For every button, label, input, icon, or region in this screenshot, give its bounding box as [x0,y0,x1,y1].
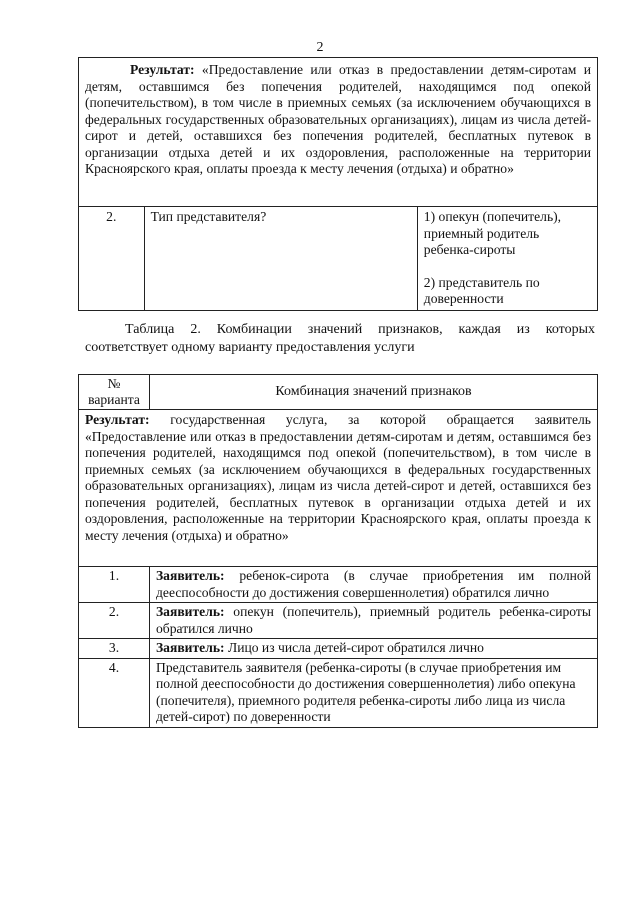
table-row [79,207,598,311]
variant-combination [150,567,598,603]
page-number: 2 [316,40,324,55]
result-cell [79,410,598,567]
result-text: государственная услуга, за которой обращается заявитель «Предоставление или отказ в предоставлении детям-сиротам и детям, оставшимся без попечения родителей, находящимся под опекой (попечительством), в том числе в приемных семьях (за исключением обучающихся в федеральных государственных образовательных организациях), лицам из числа детей-сирот и детей, оставшихся без попечения родителей, бесплатных путевок в организации отдыха детей и их оздоровления, расположенные на территории Красноярского края, оплаты проезда к месту лечения (отдыха) и обратно» [85,412,591,543]
row-number: 2. [79,207,145,311]
applicant-label: Заявитель: [156,568,225,583]
combinations-table [78,374,598,728]
result-cell [79,58,598,207]
variant-combination [150,603,598,639]
attributes-table-continued [78,57,598,311]
variant-number: 1. [79,567,150,603]
table-header-row [79,375,598,410]
header-text: № [107,376,121,391]
variant-combination [150,639,598,659]
caption-line: Таблица 2. Комбинации значений признаков, каждая из которых [125,322,595,337]
variant-combination [150,658,598,727]
caption-line: соответствует одному варианту предоставления услуги [85,340,415,355]
applicant-label: Заявитель: [156,640,225,655]
table-caption [85,321,595,357]
result-text: «Предоставление или отказ в предоставлении детям-сиротам и детям, оставшимся без попечения родителей, находящимся под опекой (попечительством), в том числе в приемных семьях (за исключением обучающихся в федеральных государственных образовательных организациях), лицам из числа детей-сирот и детей, оставшихся без попечения родителей, бесплатных путевок в организации отдыха детей и их оздоровления, расположенные на территории Красноярского края, оплаты проезда к месту лечения (отдыха) и обратно» [85,62,591,176]
result-label: Результат: [130,62,195,77]
table-row [79,658,598,727]
applicant-label: Заявитель: [156,604,225,619]
table-row [79,639,598,659]
answer-option: 2) представитель по доверенности [423,274,540,306]
answer-option: 1) опекун (попечитель), приемный родитель ребенка-сироты [423,209,562,257]
header-text: варианта [88,392,140,407]
table-row [79,410,598,567]
combination-text: ребенок-сирота (в случае приобретения им полной дееспособности до достижения совершеннолетия) обратился лично [156,568,591,600]
variant-number: 2. [79,603,150,639]
table-row [79,58,598,207]
table-row [79,567,598,603]
variant-number: 3. [79,639,150,659]
attribute-question: Тип представителя? [144,207,417,311]
column-header-combination: Комбинация значений признаков [150,375,598,410]
combination-text: Лицо из числа детей-сирот обратился лично [227,640,484,655]
combination-text: опекун (попечитель), приемный родитель ребенка-сироты обратился лично [156,604,591,636]
variant-number: 4. [79,658,150,727]
combination-text: Представитель заявителя (ребенка-сироты (в случае приобретения им полной дееспособности до достижения совершеннолетия) либо опекуна (попечителя), приемного родителя ребенка-сироты либо лица из числа детей-сирот) по доверенности [156,659,576,724]
result-label: Результат: [85,412,150,427]
table-row [79,603,598,639]
column-header-variant-number [79,375,150,410]
attribute-answers [417,207,597,311]
